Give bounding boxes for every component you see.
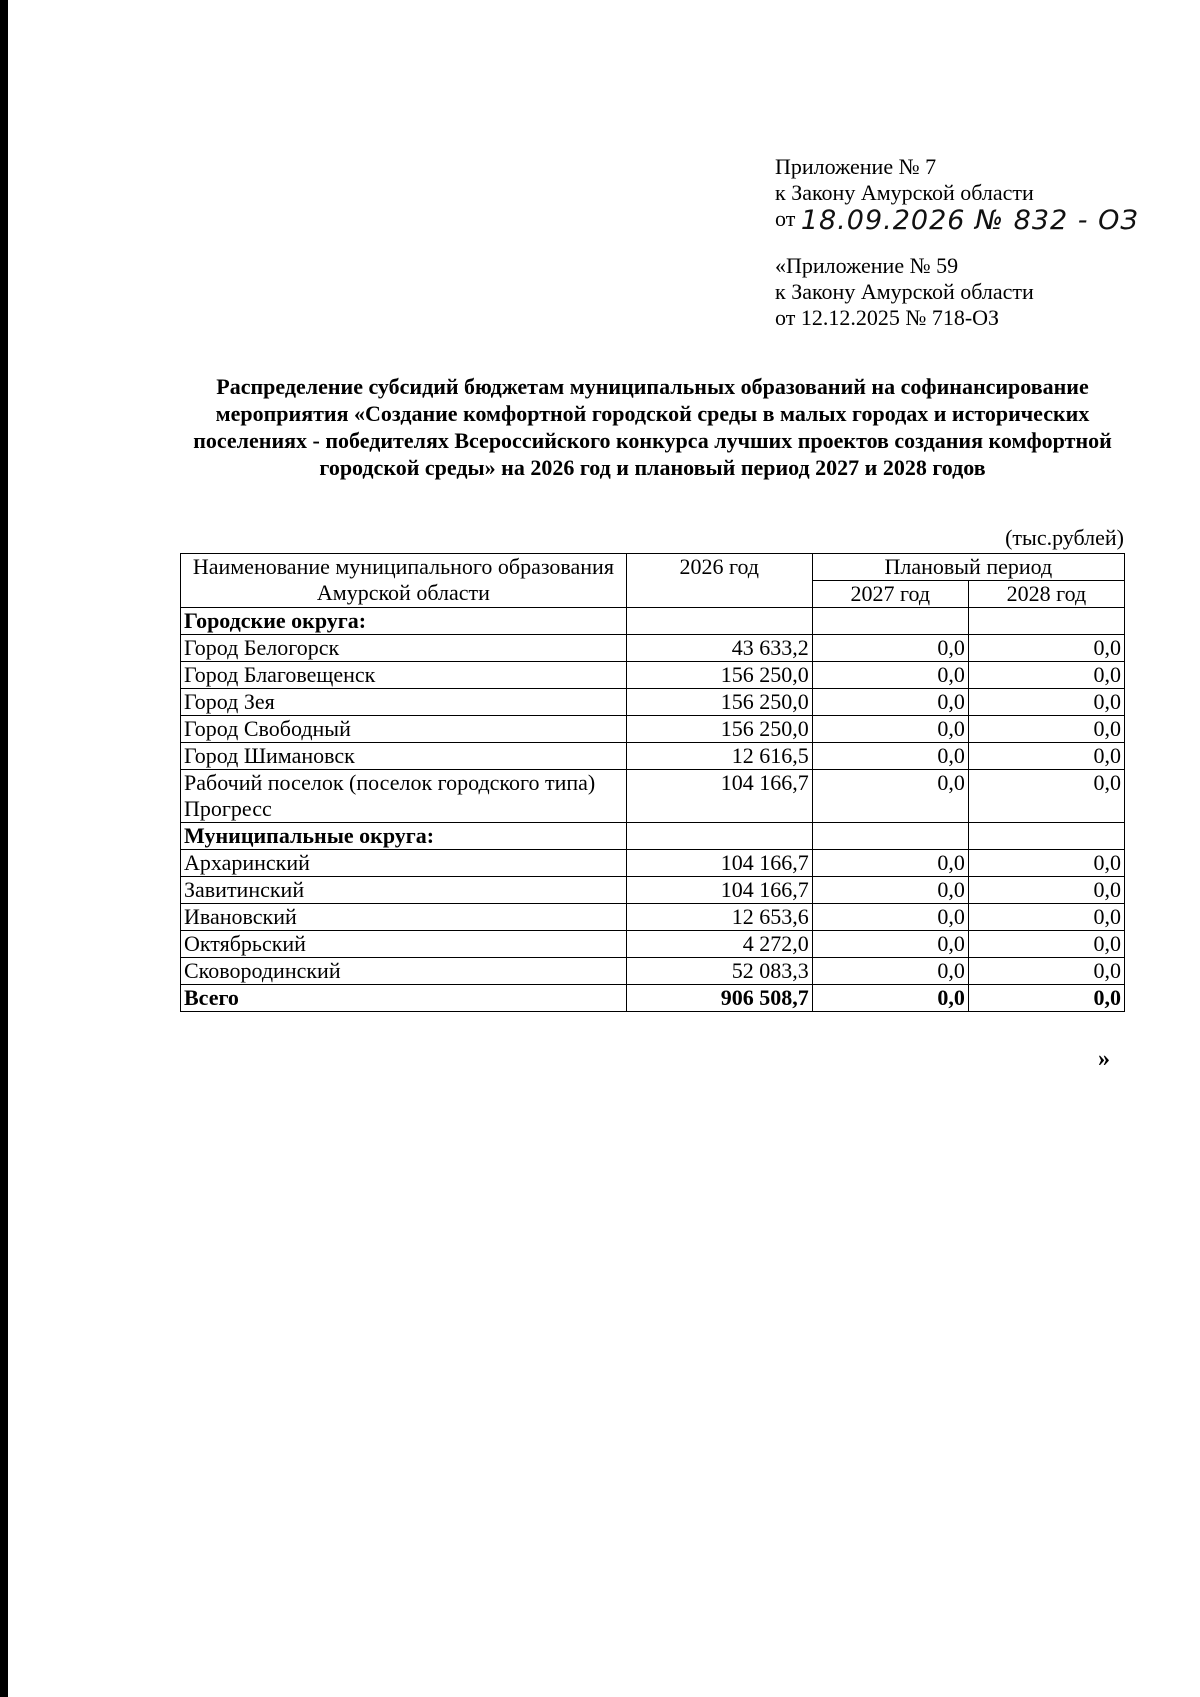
header-2028: 2028 год — [968, 581, 1124, 608]
table-row — [181, 743, 1125, 770]
cell-2028: 0,0 — [968, 743, 1124, 770]
cell-2026: 156 250,0 — [626, 662, 812, 689]
cell-2026: 906 508,7 — [626, 985, 812, 1012]
cell-2026: 43 633,2 — [626, 635, 812, 662]
document-title: Распределение субсидий бюджетам муниципальных образований на софинансирование мероприятия «Создание комфортной городской среды в малых городах и исторических поселениях - победителях Всероссийского конкурса лучших проектов создания комфортной городской среды» на 2026 год и плановый период 2027 и 2028 годов — [193, 374, 1112, 480]
cell-2026 — [626, 823, 812, 850]
cell-2026: 156 250,0 — [626, 716, 812, 743]
cell-2028: 0,0 — [968, 985, 1124, 1012]
cell-name: Октябрьский — [181, 931, 627, 958]
cell-2027: 0,0 — [812, 662, 968, 689]
cell-name: Сковородинский — [181, 958, 627, 985]
cell-name: Завитинский — [181, 877, 627, 904]
cell-2026: 104 166,7 — [626, 850, 812, 877]
handwritten-date-number: 18.09.2026 № 832 - ОЗ — [800, 205, 1139, 236]
table-row — [181, 635, 1125, 662]
table-row — [181, 716, 1125, 743]
table-row — [181, 904, 1125, 931]
cell-2026: 156 250,0 — [626, 689, 812, 716]
cell-name: Город Зея — [181, 689, 627, 716]
header-2027: 2027 год — [812, 581, 968, 608]
table-body — [181, 608, 1125, 1012]
table-row — [181, 689, 1125, 716]
cell-name: Ивановский — [181, 904, 627, 931]
cell-2027 — [812, 823, 968, 850]
referenced-appendix-date: от 12.12.2025 № 718-ОЗ — [775, 305, 1000, 330]
cell-2028: 0,0 — [968, 850, 1124, 877]
cell-2026 — [626, 608, 812, 635]
cell-name: Городские округа: — [181, 608, 627, 635]
appendix-header — [775, 154, 1139, 234]
cell-2027: 0,0 — [812, 958, 968, 985]
cell-2027: 0,0 — [812, 850, 968, 877]
cell-2028: 0,0 — [968, 770, 1124, 823]
appendix-law: к Закону Амурской области — [775, 180, 1034, 205]
referenced-appendix-law: к Закону Амурской области — [775, 279, 1034, 304]
cell-2028 — [968, 608, 1124, 635]
table-row — [181, 958, 1125, 985]
header-planned-period: Плановый период — [812, 554, 1124, 581]
header-name: Наименование муниципального образования Амурской области — [181, 554, 627, 608]
referenced-appendix-number: «Приложение № 59 — [775, 253, 959, 278]
scan-edge — [0, 0, 8, 1697]
table-header-row — [181, 554, 1125, 581]
cell-name: Город Свободный — [181, 716, 627, 743]
cell-2028: 0,0 — [968, 689, 1124, 716]
appendix-date-prefix: от — [775, 206, 796, 231]
cell-2027: 0,0 — [812, 931, 968, 958]
cell-2027: 0,0 — [812, 904, 968, 931]
cell-name: Город Благовещенск — [181, 662, 627, 689]
cell-2026: 104 166,7 — [626, 877, 812, 904]
cell-2027: 0,0 — [812, 877, 968, 904]
table-row — [181, 850, 1125, 877]
cell-2028: 0,0 — [968, 662, 1124, 689]
units-label: (тыс.рублей) — [1005, 525, 1124, 550]
cell-2026: 12 616,5 — [626, 743, 812, 770]
appendix-date-line — [775, 206, 1139, 234]
cell-2027: 0,0 — [812, 743, 968, 770]
cell-2027: 0,0 — [812, 635, 968, 662]
cell-2027: 0,0 — [812, 716, 968, 743]
cell-2026: 12 653,6 — [626, 904, 812, 931]
table-total-row — [181, 985, 1125, 1012]
cell-2027: 0,0 — [812, 985, 968, 1012]
cell-2026: 4 272,0 — [626, 931, 812, 958]
table-row — [181, 931, 1125, 958]
cell-2028: 0,0 — [968, 877, 1124, 904]
cell-2028: 0,0 — [968, 635, 1124, 662]
cell-2028: 0,0 — [968, 958, 1124, 985]
table-section-row — [181, 608, 1125, 635]
cell-2026: 52 083,3 — [626, 958, 812, 985]
table-row — [181, 770, 1125, 823]
cell-2028: 0,0 — [968, 716, 1124, 743]
cell-2028: 0,0 — [968, 931, 1124, 958]
table-section-row — [181, 823, 1125, 850]
cell-name: Город Белогорск — [181, 635, 627, 662]
header-2026: 2026 год — [626, 554, 812, 608]
cell-name: Рабочий поселок (поселок городского типа) Прогресс — [181, 770, 627, 823]
appendix-number: Приложение № 7 — [775, 154, 937, 179]
cell-name: Всего — [181, 985, 627, 1012]
cell-name: Город Шимановск — [181, 743, 627, 770]
cell-2027 — [812, 608, 968, 635]
cell-2027: 0,0 — [812, 770, 968, 823]
cell-2028: 0,0 — [968, 904, 1124, 931]
subsidy-table — [180, 553, 1125, 1012]
cell-2026: 104 166,7 — [626, 770, 812, 823]
referenced-appendix — [775, 253, 1034, 331]
cell-name: Муниципальные округа: — [181, 823, 627, 850]
cell-2027: 0,0 — [812, 689, 968, 716]
cell-2028 — [968, 823, 1124, 850]
table-row — [181, 877, 1125, 904]
cell-name: Архаринский — [181, 850, 627, 877]
closing-quote: » — [1098, 1046, 1110, 1072]
table-row — [181, 662, 1125, 689]
